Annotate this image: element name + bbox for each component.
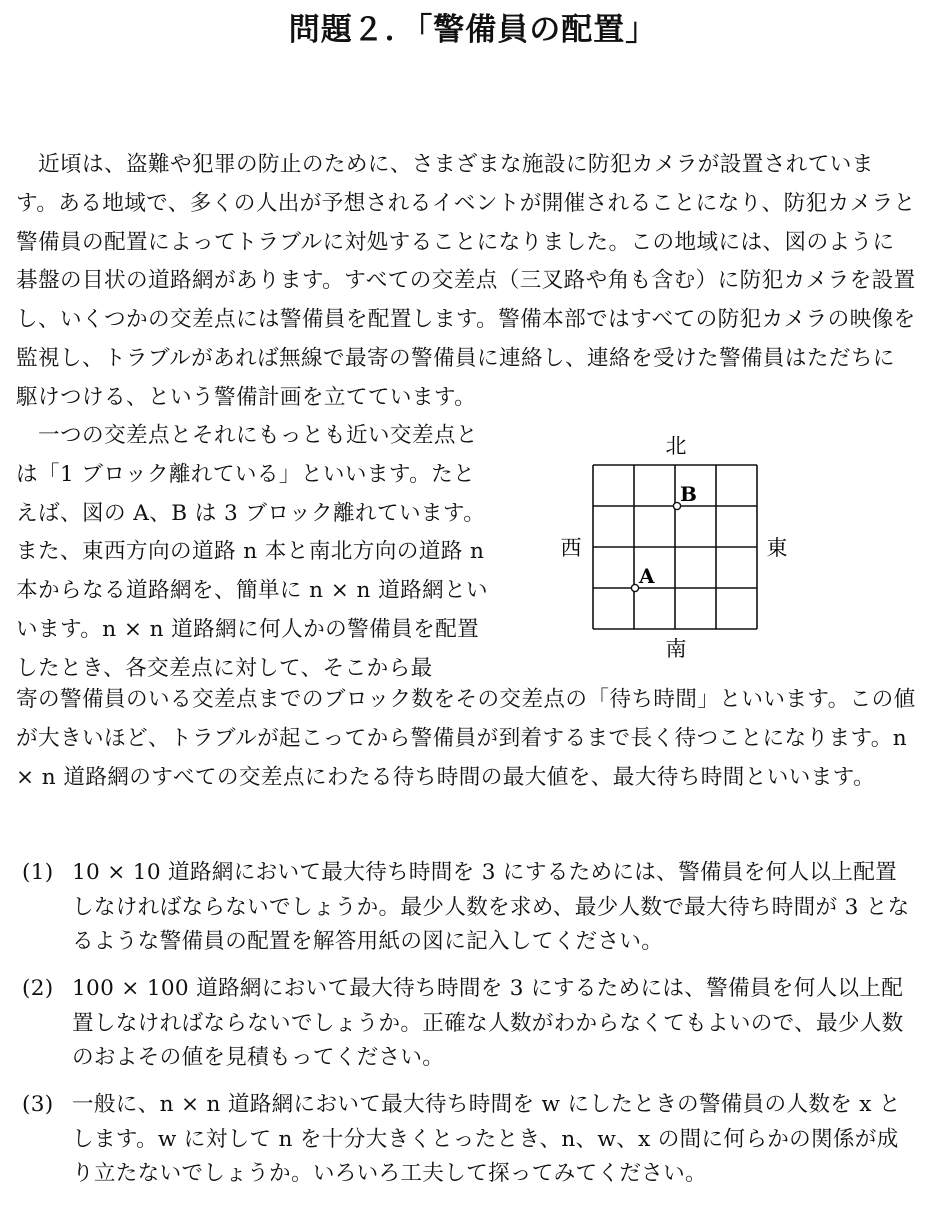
north-label: 北: [665, 434, 687, 458]
definition-paragraph: 一つの交差点とそれにもっとも近い交差点とは「1 ブロック離れている」といいます。たとえば、図の A、B は 3 ブロック離れています。また、東西方向の道路 n 本と南北方向の道路 n 本からなる道路網を、簡単に n × n 道路網といいます。n × n 道路網に何人かの警備員を配置したとき、各交差点に対して、そこから最: [16, 423, 492, 681]
road-grid-figure: [555, 425, 805, 665]
point-b-label: B: [680, 482, 697, 506]
point-a-label: A: [639, 564, 655, 588]
grid-lines: [593, 465, 757, 629]
question-number: (3): [22, 1092, 54, 1117]
definition-continued-paragraph: 寄の警備員のいる交差点までのブロック数をその交差点の「待ち時間」といいます。この値が大きいほど、トラブルが起こってから警備員が到着するまで長く待つことになります。n × n 道路網のすべての交差点にわたる待ち時間の最大値を、最大待ち時間といいます。: [16, 687, 916, 790]
question-text: 100 × 100 道路網において最大待ち時間を 3 にするためには、警備員を何人以上配置しなければならないでしょうか。正確な人数がわからなくてもよいので、最少人数のおよその値を見積もってください。: [72, 976, 904, 1070]
question-number: (1): [22, 860, 54, 885]
question-2: [22, 972, 912, 1076]
question-1: [22, 856, 912, 960]
point-a-marker: [631, 584, 638, 591]
south-label: 南: [665, 637, 687, 661]
west-label: 西: [560, 536, 582, 560]
page-title: 問題２．「警備員の配置」: [288, 12, 658, 48]
question-text: 一般に、n × n 道路網において最大待ち時間を w にしたときの警備員の人数を x とします。w に対して n を十分大きくとったとき、n、w、x の間に何らかの関係が成り立たないでしょうか。いろいろ工夫して探ってみてください。: [72, 1092, 901, 1186]
question-number: (2): [22, 976, 54, 1001]
question-text: 10 × 10 道路網において最大待ち時間を 3 にするためには、警備員を何人以上配置しなければならないでしょうか。最少人数を求め、最少人数で最大待ち時間が 3 となるような警備員の配置を解答用紙の図に記入してください。: [72, 860, 910, 954]
east-label: 東: [766, 536, 788, 560]
intro-paragraph: 近頃は、盗難や犯罪の防止のために、さまざまな施設に防犯カメラが設置されています。ある地域で、多くの人出が予想されるイベントが開催されることになり、防犯カメラと警備員の配置によってトラブルに対処することになりました。この地域には、図のように碁盤の目状の道路網があります。すべての交差点（三叉路や角も含む）に防犯カメラを設置し、いくつかの交差点には警備員を配置します。警備本部ではすべての防犯カメラの映像を監視し、トラブルがあれば無線で最寄の警備員に連絡し、連絡を受けた警備員はただちに駆けつける、という警備計画を立てています。: [16, 152, 916, 410]
question-3: [22, 1088, 912, 1192]
